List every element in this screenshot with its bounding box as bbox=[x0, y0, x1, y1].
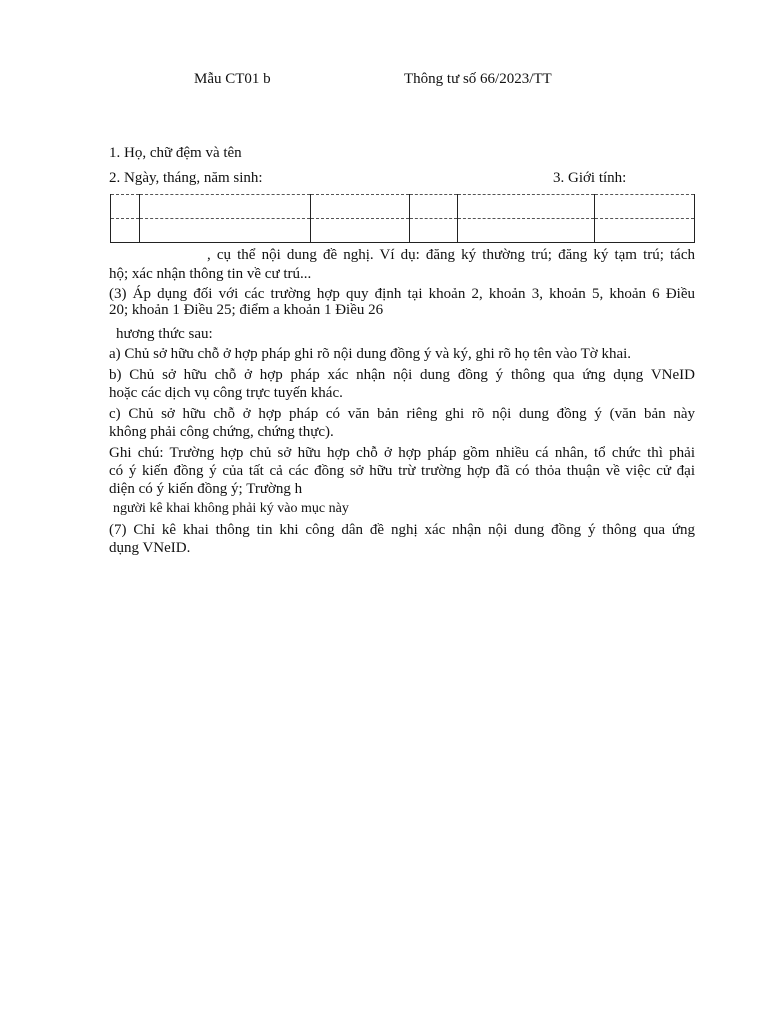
table-cell[interactable] bbox=[410, 219, 458, 243]
table-cell[interactable] bbox=[458, 219, 595, 243]
ghi-chu-cont: diện có ý kiến đồng ý; Trường h bbox=[109, 481, 303, 497]
option-c: c) Chủ sở hữu chỗ ở hợp pháp có văn bản riêng ghi rõ nội dung đồng ý (văn bản này bbox=[109, 406, 695, 422]
note-3: (3) Áp dụng đối với các trường hợp quy định tại khoản 2, khoản 3, khoản 5, khoản 6 Điều bbox=[109, 286, 695, 302]
full-name-label: 1. Họ, chữ đệm và tên bbox=[109, 145, 242, 161]
birth-date-label: 2. Ngày, tháng, năm sinh: bbox=[109, 170, 263, 186]
note-line: , cụ thể nội dung đề nghị. Ví dụ: đăng ký thường trú; đăng ký tạm trú; tách bbox=[207, 247, 695, 263]
table-cell[interactable] bbox=[595, 195, 695, 219]
table-cell[interactable] bbox=[311, 219, 410, 243]
table-cell[interactable] bbox=[140, 195, 311, 219]
table-cell[interactable] bbox=[111, 219, 140, 243]
table-row bbox=[111, 219, 695, 243]
note-line: hộ; xác nhận thông tin về cư trú... bbox=[109, 266, 312, 282]
method-heading: hương thức sau: bbox=[116, 326, 213, 342]
circular-number: Thông tư số 66/2023/TT bbox=[404, 71, 552, 87]
table-cell[interactable] bbox=[140, 219, 311, 243]
option-c-cont: không phải công chứng, chứng thực). bbox=[109, 424, 334, 440]
note-3-cont: 20; khoản 1 Điều 25; điểm a khoản 1 Điều 26 bbox=[109, 302, 384, 318]
note-7-cont: dụng VNeID. bbox=[109, 540, 191, 556]
signer-note: người kê khai không phải ký vào mục này bbox=[113, 501, 349, 516]
option-a: a) Chủ sở hữu chỗ ở hợp pháp ghi rõ nội dung đồng ý và ký, ghi rõ họ tên vào Tờ khai. bbox=[109, 346, 632, 362]
table-cell[interactable] bbox=[410, 195, 458, 219]
ghi-chu: Ghi chú: Trường hợp chủ sở hữu hợp chỗ ở hợp pháp gồm nhiều cá nhân, tổ chức thì phải bbox=[109, 445, 695, 461]
info-table bbox=[110, 194, 695, 243]
option-b-cont: hoặc các dịch vụ công trực tuyến khác. bbox=[109, 385, 343, 401]
table-cell[interactable] bbox=[595, 219, 695, 243]
option-b: b) Chủ sở hữu chỗ ở hợp pháp xác nhận nội dung đồng ý thông qua ứng dụng VNeID bbox=[109, 367, 695, 383]
note-7: (7) Chỉ kê khai thông tin khi công dân đề nghị xác nhận nội dung đồng ý thông qua ứng bbox=[109, 522, 695, 538]
table-cell[interactable] bbox=[311, 195, 410, 219]
ghi-chu-cont: có ý kiến đồng ý của tất cả các đồng sở hữu trừ trường hợp đã có thỏa thuận về việc cử đại bbox=[109, 463, 695, 479]
table-cell[interactable] bbox=[458, 195, 595, 219]
table-row bbox=[111, 195, 695, 219]
gender-label: 3. Giới tính: bbox=[553, 170, 627, 186]
form-code: Mẫu CT01 b bbox=[194, 71, 271, 87]
table-cell[interactable] bbox=[111, 195, 140, 219]
